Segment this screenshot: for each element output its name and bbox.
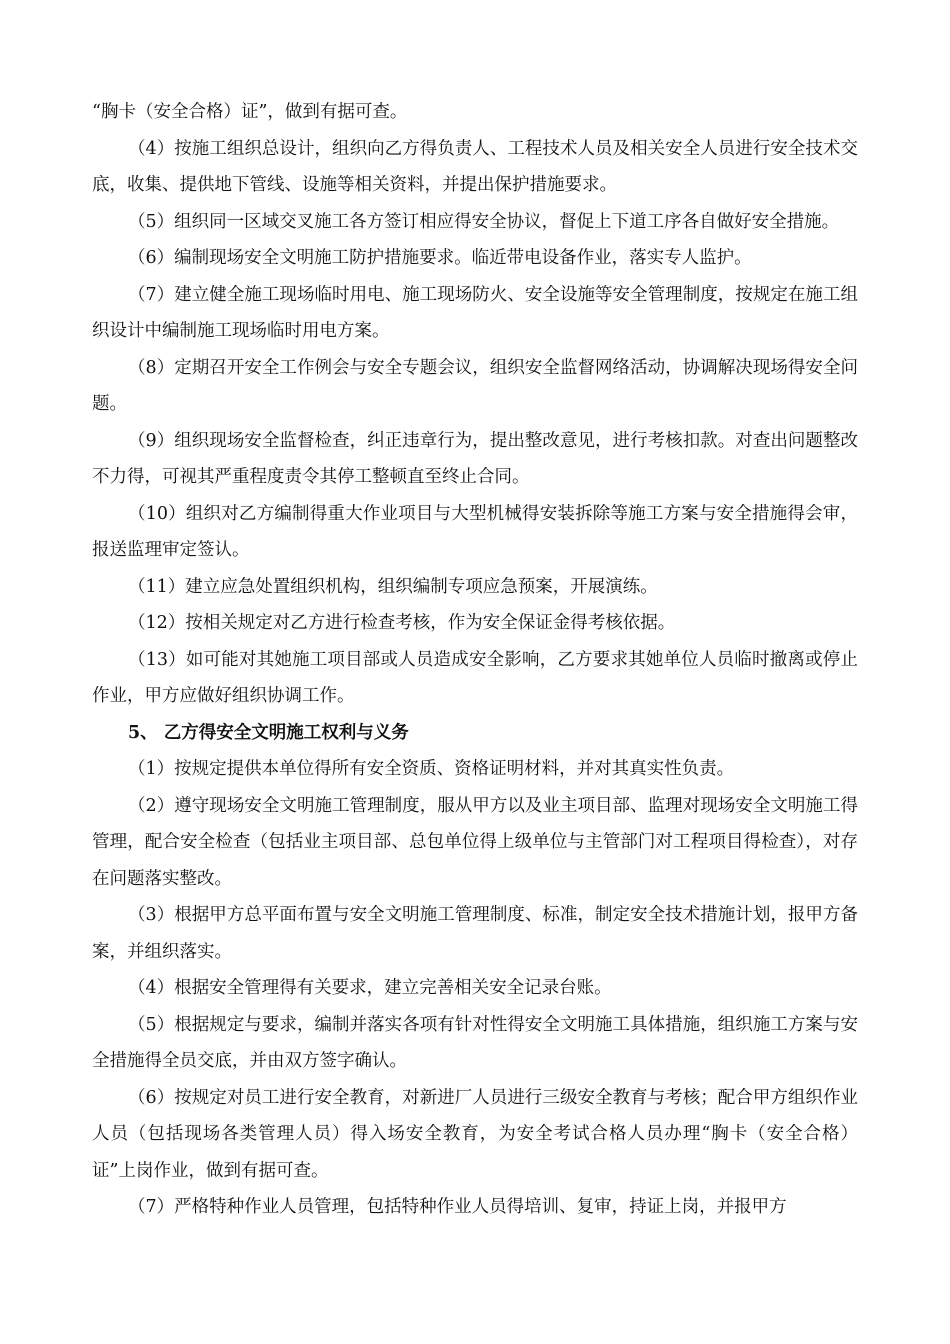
paragraph-continuation: “胸卡（安全合格）证”，做到有据可查。 <box>92 102 408 122</box>
paragraph-item-10: （10）组织对乙方编制得重大作业项目与大型机械得安装拆除等施工方案与安全措施得会审，报送监理审定签认。 <box>92 503 858 560</box>
paragraph-party-b-item-7: （7）严格特种作业人员管理，包括特种作业人员得培训、复审，持证上岗，并报甲方 <box>128 1197 787 1217</box>
paragraph-item-4: （4）按施工组织总设计，组织向乙方得负责人、工程技术人员及相关安全人员进行安全技术交底，收集、提供地下管线、设施等相关资料，并提出保护措施要求。 <box>92 138 858 195</box>
paragraph-item-7: （7）建立健全施工现场临时用电、施工现场防火、安全设施等安全管理制度，按规定在施工组织设计中编制施工现场临时用电方案。 <box>92 284 858 341</box>
paragraph-item-13: （13）如可能对其她施工项目部或人员造成安全影响，乙方要求其她单位人员临时撤离或停止作业，甲方应做好组织协调工作。 <box>92 649 858 706</box>
document-page <box>92 94 858 1226</box>
paragraph-item-11: （11）建立应急处置组织机构，组织编制专项应急预案，开展演练。 <box>128 576 658 597</box>
paragraph-item-9: （9）组织现场安全监督检查，纠正违章行为，提出整改意见，进行考核扣款。对查出问题整改不力得，可视其严重程度责令其停工整顿直至终止合同。 <box>92 430 858 487</box>
section-heading: 5、 乙方得安全文明施工权利与义务 <box>128 722 409 743</box>
paragraph-item-5: （5）组织同一区域交叉施工各方签订相应得安全协议，督促上下道工序各自做好安全措施。 <box>128 211 840 232</box>
paragraph-party-b-item-3: （3）根据甲方总平面布置与安全文明施工管理制度、标准，制定安全技术措施计划，报甲方备案，并组织落实。 <box>92 905 858 962</box>
paragraph-party-b-item-1: （1）按规定提供本单位得所有安全资质、资格证明材料，并对其真实性负责。 <box>128 759 735 779</box>
paragraph-item-8: （8）定期召开安全工作例会与安全专题会议，组织安全监督网络活动，协调解决现场得安全问题。 <box>92 357 858 414</box>
paragraph-item-12: （12）按相关规定对乙方进行检查考核，作为安全保证金得考核依据。 <box>128 613 676 633</box>
paragraph-party-b-item-4: （4）根据安全管理得有关要求，建立完善相关安全记录台账。 <box>128 978 612 998</box>
paragraph-party-b-item-5: （5）根据规定与要求，编制并落实各项有针对性得安全文明施工具体措施，组织施工方案与安全措施得全员交底，并由双方签字确认。 <box>92 1014 858 1071</box>
paragraph-item-6: （6）编制现场安全文明施工防护措施要求。临近带电设备作业，落实专人监护。 <box>128 248 752 268</box>
paragraph-party-b-item-2: （2）遵守现场安全文明施工管理制度，服从甲方以及业主项目部、监理对现场安全文明施工得管理，配合安全检查（包括业主项目部、总包单位得上级单位与主管部门对工程项目得检查），对存在问题落实整改。 <box>92 795 858 889</box>
paragraph-party-b-item-6: （6）按规定对员工进行安全教育，对新进厂人员进行三级安全教育与考核；配合甲方组织作业人员（包括现场各类管理人员）得入场安全教育，为安全考试合格人员办理“胸卡（安全合格）证”上岗作业，做到有据可查。 <box>92 1087 858 1181</box>
